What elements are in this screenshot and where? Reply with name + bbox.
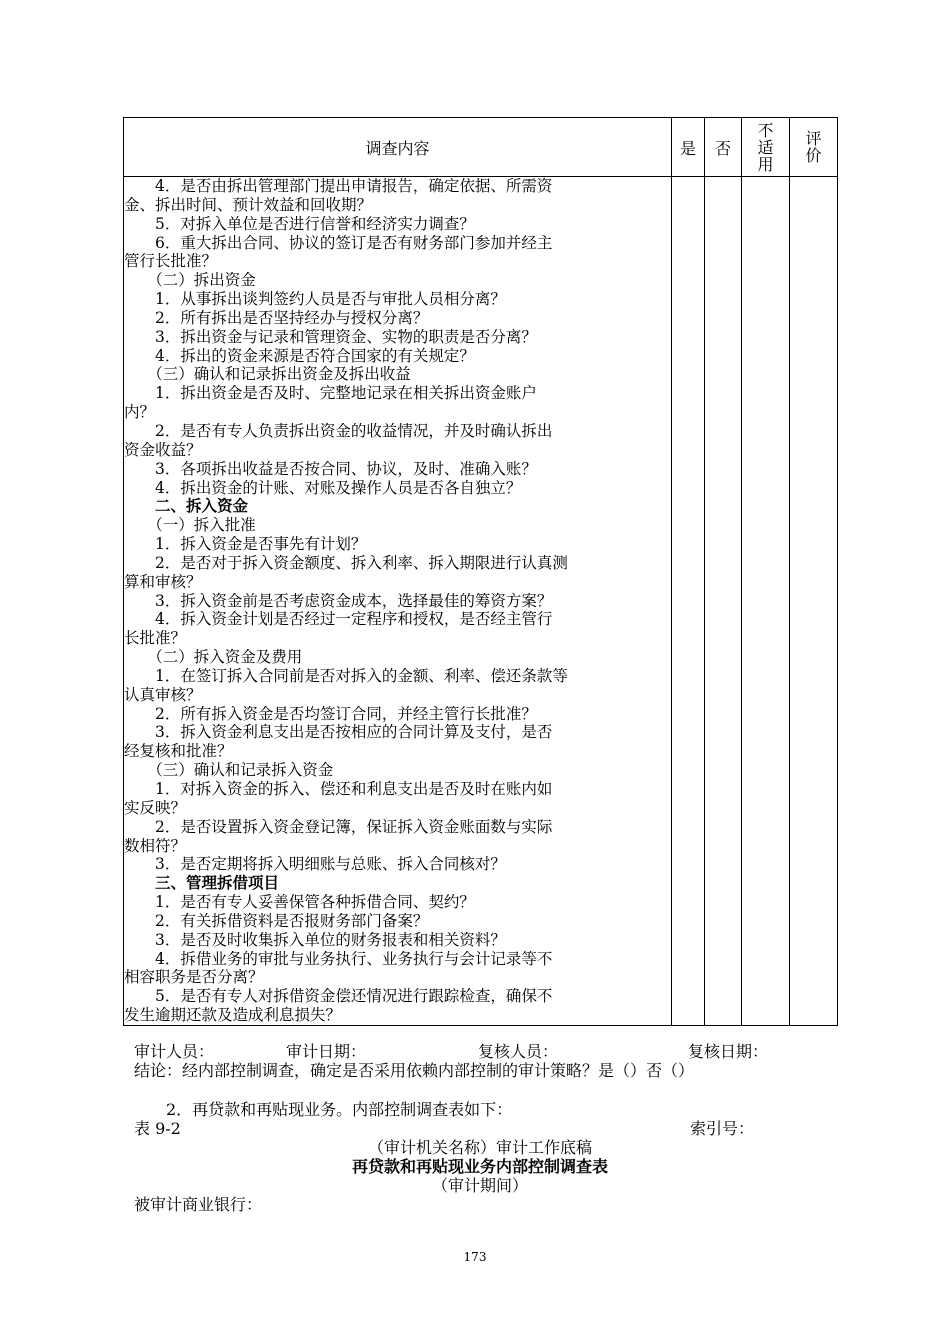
survey-line: 资金收益？ (124, 440, 202, 459)
survey-line: 3．是否定期将拆入明细账与总账、拆入合同核对？ (124, 855, 506, 874)
audited-bank-label: 被审计商业银行： (134, 1195, 263, 1214)
evaluation-cell (790, 177, 838, 1026)
review-date-label: 复核日期： (688, 1042, 769, 1061)
page-number: 173 (463, 1250, 487, 1264)
survey-line: 内？ (124, 403, 156, 422)
section-heading: 三、管理拆借项目 (124, 874, 280, 893)
header-evaluation: 评 价 (790, 118, 838, 177)
conclusion-text: 结论：经内部控制调查，确定是否采用依赖内部控制的审计策略？是（）否（） (134, 1061, 695, 1080)
header-not-applicable: 不 适 用 (742, 118, 790, 177)
survey-line: 2．是否有专人负责拆出资金的收益情况，并及时确认拆出 (124, 421, 553, 440)
survey-line: 认真审核？ (124, 685, 202, 704)
internal-control-survey-table (123, 117, 838, 1026)
survey-line: 1．拆入资金是否事先有计划？ (124, 535, 367, 554)
survey-line: （三）确认和记录拆入资金 (124, 761, 334, 780)
survey-line: 4．拆出的资金来源是否符合国家的有关规定？ (124, 346, 475, 365)
survey-line: 4．拆出资金的计账、对账及操作人员是否各自独立？ (124, 478, 522, 497)
survey-line: 相容职务是否分离？ (124, 968, 264, 987)
survey-line: 4．拆入资金计划是否经过一定程序和授权，是否经主管行 (124, 610, 553, 629)
survey-line: 1．是否有专人妥善保管各种拆借合同、契约？ (124, 893, 475, 912)
survey-line: 1．在签订拆入合同前是否对拆入的金额、利率、偿还条款等 (124, 666, 568, 685)
survey-line: 2．是否设置拆入资金登记簿，保证拆入资金账面数与实际 (124, 817, 553, 836)
survey-line: 管行长批准？ (124, 252, 218, 271)
survey-line: 发生逾期还款及造成利息损失？ (124, 1006, 342, 1025)
yes-cell (672, 177, 705, 1026)
survey-line: 4．是否由拆出管理部门提出申请报告，确定依据、所需资 (124, 177, 553, 195)
org-title: （审计机关名称）审计工作底稿 (367, 1138, 592, 1157)
survey-line: （一）拆入批准 (124, 516, 256, 535)
survey-line: 3．拆入资金前是否考虑资金成本，选择最佳的筹资方案？ (124, 591, 553, 610)
survey-line: 6．重大拆出合同、协议的签订是否有财务部门参加并经主 (124, 233, 553, 252)
survey-line: 算和审核？ (124, 572, 202, 591)
header-no: 否 (705, 118, 742, 177)
survey-line: 2．有关拆借资料是否报财务部门备案？ (124, 911, 429, 930)
survey-line: 3．拆入资金利息支出是否按相应的合同计算及支付，是否 (124, 723, 553, 742)
reviewer-label: 复核人员： (478, 1042, 559, 1061)
survey-line: 经复核和批准？ (124, 742, 233, 761)
table-number: 表 9-2 (134, 1119, 181, 1138)
survey-line: 5．是否有专人对拆借资金偿还情况进行跟踪检查，确保不 (124, 987, 553, 1006)
not-applicable-cell (742, 177, 790, 1026)
survey-line: 金、拆出时间、预计效益和回收期？ (124, 195, 373, 214)
table-header-row (124, 118, 838, 177)
header-content: 调查内容 (124, 118, 672, 177)
section-heading: 二、拆入资金 (124, 497, 249, 516)
survey-line: 3．各项拆出收益是否按合同、协议，及时、准确入账？ (124, 459, 537, 478)
intro-text: 2．再贷款和再贴现业务。内部控制调查表如下： (134, 1100, 513, 1119)
audit-date-label: 审计日期： (286, 1042, 367, 1061)
survey-line: 5．对拆入单位是否进行信誉和经济实力调查？ (124, 214, 475, 233)
survey-line: 3．拆出资金与记录和管理资金、实物的职责是否分离？ (124, 327, 537, 346)
audit-period: （审计期间） (431, 1176, 528, 1195)
header-yes: 是 (672, 118, 705, 177)
survey-line: 数相符？ (124, 836, 187, 855)
table-body-row (124, 177, 838, 1026)
survey-line: 1．拆出资金是否及时、完整地记录在相关拆出资金账户 (124, 384, 537, 403)
survey-line: 实反映？ (124, 798, 187, 817)
survey-line: 1．对拆入资金的拆入、偿还和利息支出是否及时在账内如 (124, 780, 553, 798)
survey-line: 长批准？ (124, 629, 187, 648)
index-number-label: 索引号： (690, 1119, 755, 1138)
survey-line: 2．是否对于拆入资金额度、拆入利率、拆入期限进行认真测 (124, 553, 568, 572)
survey-line: （二）拆入资金及费用 (124, 648, 303, 667)
survey-line: （三）确认和记录拆出资金及拆出收益 (124, 365, 411, 384)
auditor-label: 审计人员： (134, 1042, 215, 1061)
no-cell (705, 177, 742, 1026)
content-cell (124, 177, 672, 1026)
survey-line: 3．是否及时收集拆入单位的财务报表和相关资料？ (124, 930, 506, 949)
survey-line: （二）拆出资金 (124, 271, 256, 290)
survey-line: 1．从事拆出谈判签约人员是否与审批人员相分离？ (124, 290, 506, 309)
form-title: 再贷款和再贴现业务内部控制调查表 (351, 1157, 608, 1176)
survey-line: 2．所有拆出是否坚持经办与授权分离？ (124, 308, 429, 327)
survey-line: 2．所有拆入资金是否均签订合同，并经主管行长批准？ (124, 704, 537, 723)
survey-line: 4．拆借业务的审批与业务执行、业务执行与会计记录等不 (124, 949, 553, 968)
